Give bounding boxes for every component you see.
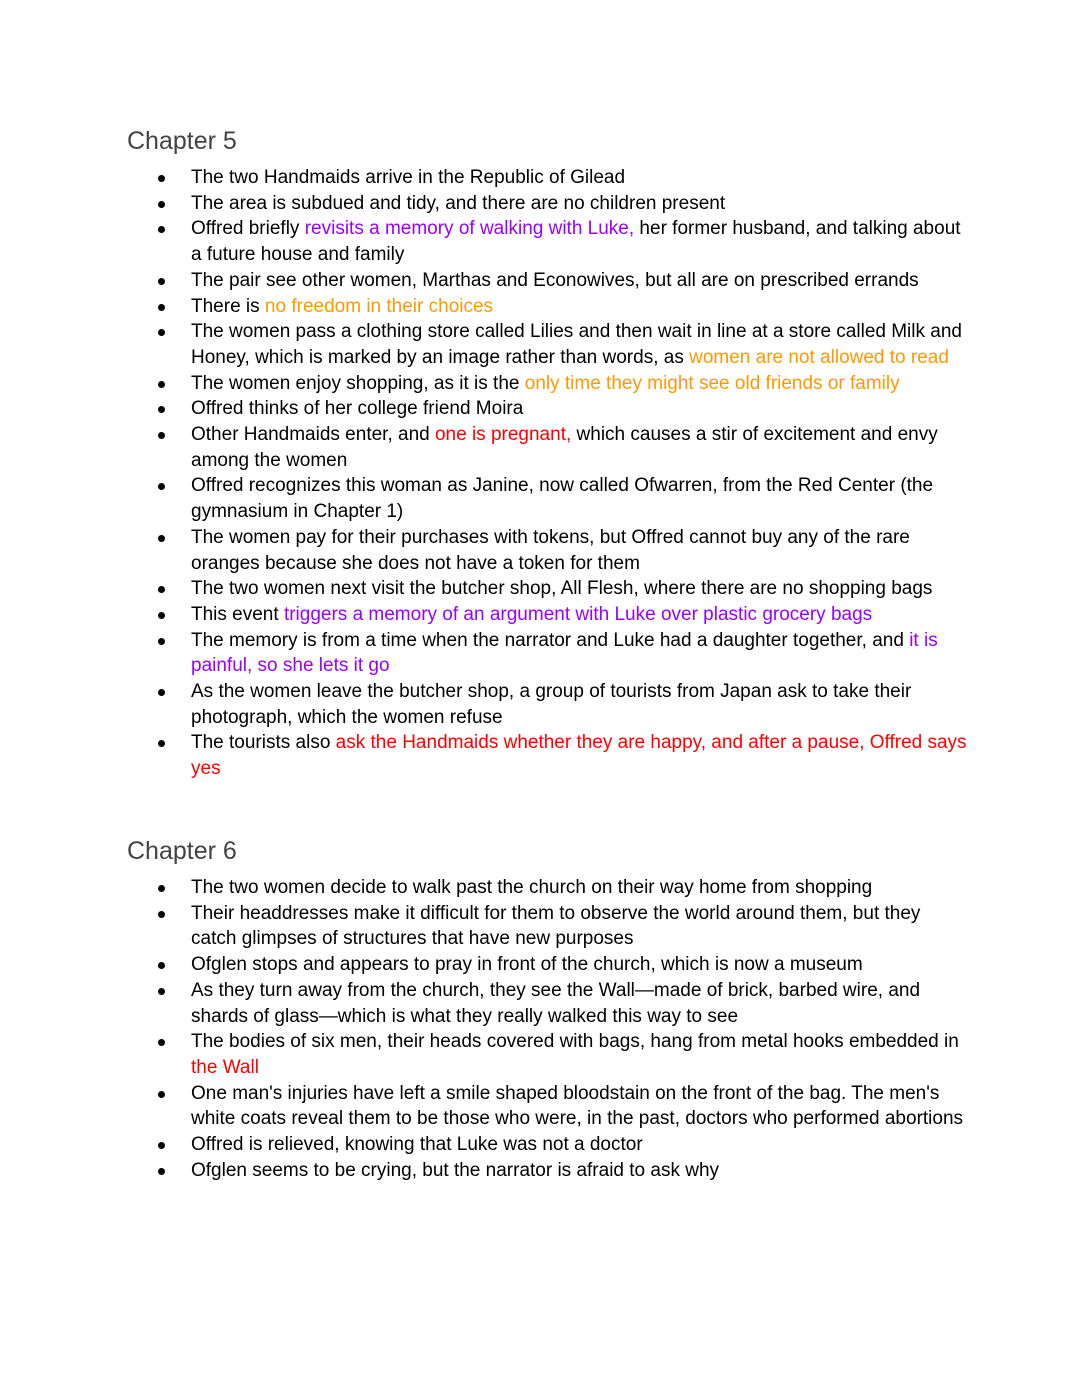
bullet-icon <box>158 278 165 285</box>
bullet-text: There is <box>191 295 265 317</box>
bullet-item <box>127 1081 967 1132</box>
bullet-item <box>127 730 967 781</box>
bullet-icon <box>158 201 165 208</box>
bullet-icon <box>158 432 165 439</box>
bullet-icon <box>158 483 165 490</box>
bullet-item <box>127 1029 967 1080</box>
bullet-text: Ofglen stops and appears to pray in front of the church, which is now a museum <box>191 954 863 976</box>
bullet-icon <box>158 226 165 233</box>
bullet-text: Offred briefly <box>191 218 305 240</box>
bullet-item <box>127 216 967 267</box>
bullet-item <box>127 901 967 952</box>
bullet-item <box>127 978 967 1029</box>
bullet-icon <box>158 1142 165 1149</box>
bullet-item <box>127 679 967 730</box>
bullet-icon <box>158 962 165 969</box>
bullet-icon <box>158 740 165 747</box>
highlight-text: women are not allowed to read <box>689 346 949 368</box>
bullet-item <box>127 602 967 628</box>
bullet-icon <box>158 329 165 336</box>
highlight-text: no freedom in their choices <box>264 295 494 317</box>
bullet-text: her former husband, and talking about a future house and family <box>191 218 961 266</box>
bullet-item <box>127 191 967 217</box>
bullet-item <box>127 396 967 422</box>
bullet-item <box>127 952 967 978</box>
highlight-text: only time they might see old friends or family <box>524 372 900 394</box>
chapter-heading: Chapter 6 <box>127 837 237 865</box>
bullet-item <box>127 294 967 320</box>
bullet-text: One man's injuries have left a smile shaped bloodstain on the front of the bag. The men's white coats reveal them to be those who were, in the past, doctors who performed abortions <box>191 1082 964 1130</box>
bullet-text: The women enjoy shopping, as it is the <box>191 372 525 394</box>
bullet-icon <box>158 406 165 413</box>
bullet-item <box>127 875 967 901</box>
bullet-icon <box>158 1039 165 1046</box>
bullet-text: This event <box>191 603 284 625</box>
bullet-icon <box>158 689 165 696</box>
bullet-text: which causes a stir of excitement and envy among the women <box>191 424 938 471</box>
chapter-5-bullet-list <box>127 165 967 782</box>
chapter-heading: Chapter 5 <box>127 127 237 155</box>
highlight-text: the Wall <box>191 1056 259 1078</box>
bullet-icon <box>158 381 165 388</box>
bullet-icon <box>158 1168 165 1175</box>
chapter-6-section <box>127 836 967 1183</box>
bullet-icon <box>158 885 165 892</box>
bullet-text: Ofglen seems to be crying, but the narrator is afraid to ask why <box>191 1159 720 1181</box>
bullet-item <box>127 1132 967 1158</box>
bullet-icon <box>158 1091 165 1098</box>
bullet-text: Offred is relieved, knowing that Luke was not a doctor <box>191 1134 643 1156</box>
bullet-text: The area is subdued and tidy, and there are no children present <box>191 192 726 214</box>
bullet-text: Their headdresses make it difficult for them to observe the world around them, but they catch glimpses of structures that have new purposes <box>191 902 921 950</box>
bullet-text: As they turn away from the church, they see the Wall—made of brick, barbed wire, and shards of glass—which is what they really walked this way to see <box>191 979 921 1027</box>
bullet-text: The memory is from a time when the narrator and Luke had a daughter together, and <box>191 629 910 651</box>
bullet-icon <box>158 535 165 542</box>
bullet-icon <box>158 304 165 311</box>
bullet-text: Offred recognizes this woman as Janine, now called Ofwarren, from the Red Center (the gymnasium in Chapter 1) <box>191 475 934 523</box>
bullet-text: Other Handmaids enter, and <box>191 424 435 446</box>
bullet-text: The tourists also <box>191 732 336 754</box>
bullet-icon <box>158 988 165 995</box>
bullet-item <box>127 628 967 679</box>
bullet-item <box>127 473 967 524</box>
highlight-text: revisits a memory of walking with Luke, <box>304 218 635 240</box>
bullet-text: The bodies of six men, their heads covered with bags, hang from metal hooks embedded in <box>191 1031 959 1053</box>
bullet-text: The two women next visit the butcher shop, All Flesh, where there are no shopping bags <box>191 578 933 600</box>
bullet-text: The two women decide to walk past the church on their way home from shopping <box>191 877 873 898</box>
bullet-item <box>127 422 967 473</box>
highlight-text: one is pregnant, <box>434 424 572 446</box>
highlight-text: triggers a memory of an argument with Luke over plastic grocery bags <box>283 603 873 625</box>
bullet-icon <box>158 586 165 593</box>
chapter-5-section <box>127 126 967 782</box>
bullet-icon <box>158 175 165 182</box>
bullet-text: The women pass a clothing store called Lilies and then wait in line at a store called Milk and Honey, which is marked by an image rather than words, as <box>191 321 962 368</box>
bullet-text: Offred thinks of her college friend Moira <box>191 398 524 420</box>
bullet-text: The pair see other women, Marthas and Econowives, but all are on prescribed errands <box>191 269 919 291</box>
bullet-icon <box>158 612 165 619</box>
bullet-item <box>127 268 967 294</box>
chapter-6-bullet-list <box>127 875 967 1183</box>
bullet-text: The women pay for their purchases with tokens, but Offred cannot buy any of the rare oranges because she does not have a token for them <box>191 526 910 574</box>
bullet-item <box>127 576 967 602</box>
highlight-text: it is painful, so she lets it go <box>191 629 938 677</box>
bullet-icon <box>158 911 165 918</box>
bullet-item <box>127 319 967 370</box>
bullet-icon <box>158 638 165 645</box>
bullet-text: The two Handmaids arrive in the Republic of Gilead <box>191 167 626 188</box>
bullet-item <box>127 371 967 397</box>
bullet-text: As the women leave the butcher shop, a group of tourists from Japan ask to take their photograph, which the women refuse <box>191 681 912 728</box>
highlight-text: ask the Handmaids whether they are happy, and after a pause, Offred says yes <box>191 732 967 780</box>
bullet-item <box>127 165 967 191</box>
bullet-item <box>127 525 967 576</box>
bullet-item <box>127 1158 967 1184</box>
